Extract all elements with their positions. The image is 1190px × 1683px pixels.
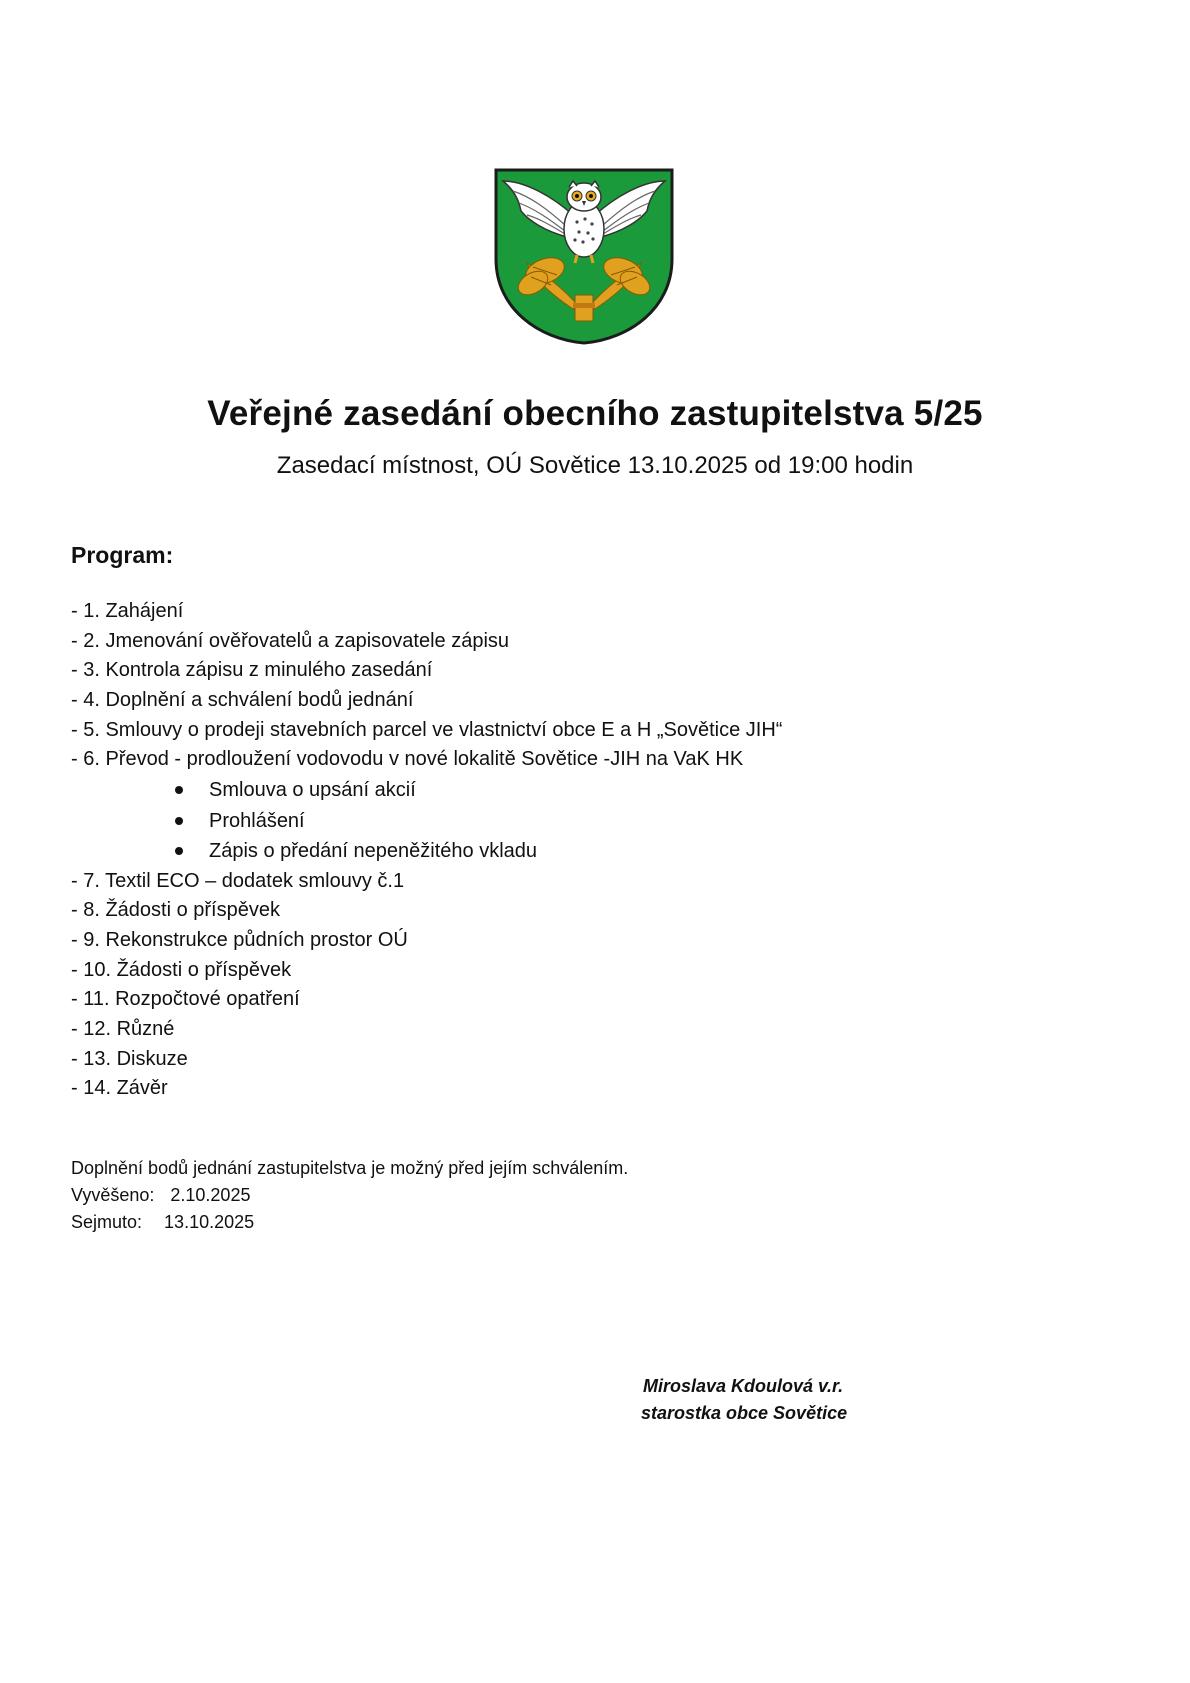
footer-notes [71, 1155, 628, 1236]
agenda-item: - 8. Žádosti o příspěvek [71, 899, 280, 922]
footer-note: Doplnění bodů jednání zastupitelstva je možný před jejím schválením. [71, 1158, 629, 1178]
removed-date: 13.10.2025 [164, 1212, 255, 1232]
agenda-item: - 10. Žádosti o příspěvek [71, 958, 292, 981]
agenda-item: - 5. Smlouvy o prodeji stavebních parcel ve vlastnictví obce E a H „Sovětice JIH“ [71, 718, 783, 741]
signature-role: starostka obce Sovětice [641, 1403, 848, 1423]
agenda-subitem [71, 775, 782, 806]
agenda-subitem [71, 806, 782, 837]
agenda-item: - 11. Rozpočtové opatření [71, 988, 300, 1011]
removed-label: Sejmuto: [71, 1212, 143, 1232]
posted-row [71, 1182, 628, 1209]
agenda-item: - 2. Jmenování ověřovatelů a zapisovatele zápisu [71, 629, 510, 652]
bullet-icon [175, 786, 183, 794]
bullet-icon [175, 847, 183, 855]
agenda-item: - 12. Různé [71, 1018, 175, 1041]
agenda-list [71, 597, 782, 1104]
agenda-subitem-label: Smlouva o upsání akcií [209, 779, 416, 802]
agenda-item: - 1. Zahájení [71, 600, 184, 622]
agenda-item: - 9. Rekonstrukce půdních prostor OÚ [71, 929, 408, 951]
page-title: Veřejné zasedání obecního zastupitelstva 5/25 [207, 394, 983, 433]
agenda-item: - 3. Kontrola zápisu z minulého zasedání [71, 659, 433, 682]
signature-name: Miroslava Kdoulová v.r. [643, 1376, 844, 1396]
agenda-item: - 14. Závěr [71, 1077, 168, 1100]
agenda-item: - 4. Doplnění a schválení bodů jednání [71, 689, 414, 712]
coat-of-arms-emblem [493, 167, 675, 345]
bullet-icon [175, 817, 183, 825]
program-heading: Program: [71, 542, 174, 568]
agenda-subitem-label: Zápis o předání nepeněžitého vkladu [209, 840, 538, 863]
removed-row [71, 1209, 628, 1236]
posted-date: 2.10.2025 [170, 1185, 251, 1205]
signature-block [641, 1373, 847, 1427]
agenda-subitem [71, 836, 782, 867]
coat-of-arms-icon [493, 167, 675, 345]
page-subtitle: Zasedací místnost, OÚ Sovětice 13.10.2025 od 19:00 hodin [276, 452, 914, 479]
posted-label: Vyvěšeno: [71, 1185, 155, 1205]
agenda-item: - 13. Diskuze [71, 1047, 188, 1070]
agenda-subitem-label: Prohlášení [209, 809, 305, 832]
agenda-item: - 7. Textil ECO – dodatek smlouvy č.1 [71, 869, 405, 892]
agenda-item: - 6. Převod - prodloužení vodovodu v nové lokalitě Sovětice -JIH na VaK HK [71, 748, 744, 771]
